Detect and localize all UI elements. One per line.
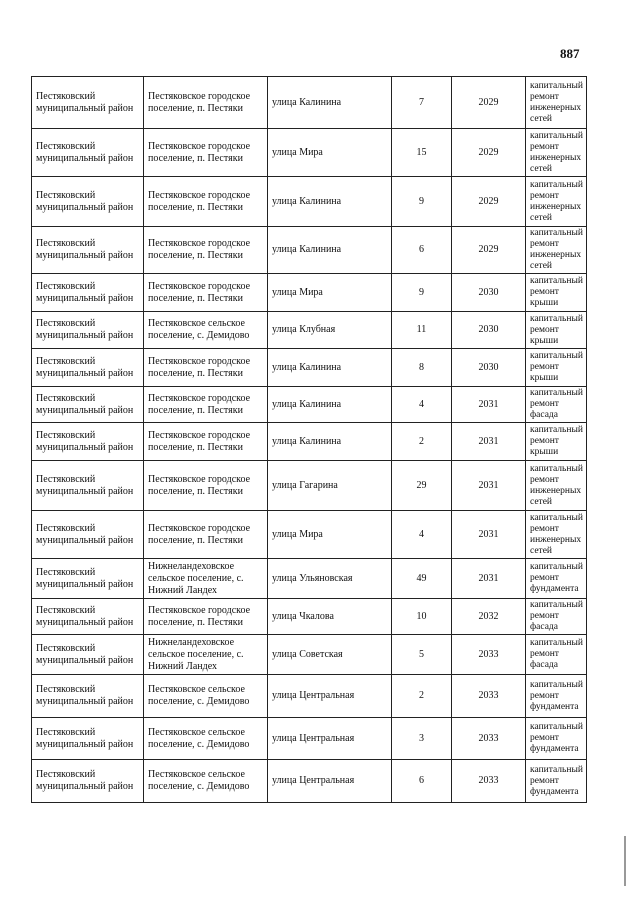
cell-work: капитальный ремонт фасада — [526, 599, 587, 635]
cell-settlement: Пестяковское городское поселение, п. Пестяки — [144, 511, 268, 559]
cell-house: 15 — [392, 129, 452, 177]
cell-work: капитальный ремонт крыши — [526, 349, 587, 387]
cell-year: 2031 — [452, 461, 526, 511]
housing-repair-table — [31, 76, 587, 803]
cell-settlement: Пестяковское городское поселение, п. Пестяки — [144, 387, 268, 423]
cell-settlement: Пестяковское городское поселение, п. Пестяки — [144, 461, 268, 511]
cell-house: 49 — [392, 559, 452, 599]
table-row — [32, 423, 587, 461]
table-row — [32, 387, 587, 423]
cell-work: капитальный ремонт фундамента — [526, 760, 587, 803]
cell-district: Пестяковский муниципальный район — [32, 77, 144, 129]
cell-house: 6 — [392, 227, 452, 274]
cell-district: Пестяковский муниципальный район — [32, 635, 144, 675]
cell-work: капитальный ремонт крыши — [526, 423, 587, 461]
cell-district: Пестяковский муниципальный район — [32, 559, 144, 599]
cell-work: капитальный ремонт крыши — [526, 312, 587, 349]
cell-district: Пестяковский муниципальный район — [32, 461, 144, 511]
cell-house: 9 — [392, 177, 452, 227]
page-number: 887 — [560, 46, 580, 61]
cell-work: капитальный ремонт крыши — [526, 274, 587, 312]
cell-street: улица Чкалова — [268, 599, 392, 635]
cell-year: 2032 — [452, 599, 526, 635]
cell-work: капитальный ремонт фасада — [526, 387, 587, 423]
cell-street: улица Калинина — [268, 349, 392, 387]
cell-settlement: Пестяковское городское поселение, п. Пестяки — [144, 274, 268, 312]
cell-house: 9 — [392, 274, 452, 312]
cell-house: 4 — [392, 511, 452, 559]
cell-year: 2031 — [452, 559, 526, 599]
cell-district: Пестяковский муниципальный район — [32, 760, 144, 803]
cell-house: 8 — [392, 349, 452, 387]
cell-work: капитальный ремонт инженерных сетей — [526, 461, 587, 511]
cell-street: улица Калинина — [268, 423, 392, 461]
cell-settlement: Пестяковское городское поселение, п. Пестяки — [144, 227, 268, 274]
cell-street: улица Центральная — [268, 675, 392, 718]
cell-year: 2031 — [452, 511, 526, 559]
table-row — [32, 77, 587, 129]
cell-house: 7 — [392, 77, 452, 129]
cell-district: Пестяковский муниципальный район — [32, 227, 144, 274]
cell-year: 2030 — [452, 349, 526, 387]
cell-street: улица Клубная — [268, 312, 392, 349]
cell-settlement: Пестяковское сельское поселение, с. Демидово — [144, 312, 268, 349]
table-row — [32, 129, 587, 177]
table-row — [32, 559, 587, 599]
table-row — [32, 349, 587, 387]
cell-district: Пестяковский муниципальный район — [32, 511, 144, 559]
table-row — [32, 461, 587, 511]
cell-work: капитальный ремонт фундамента — [526, 559, 587, 599]
cell-district: Пестяковский муниципальный район — [32, 675, 144, 718]
cell-settlement: Пестяковское городское поселение, п. Пестяки — [144, 129, 268, 177]
cell-settlement: Пестяковское городское поселение, п. Пестяки — [144, 599, 268, 635]
cell-work: капитальный ремонт инженерных сетей — [526, 227, 587, 274]
cell-street: улица Калинина — [268, 387, 392, 423]
cell-settlement: Нижнеландеховское сельское поселение, с. Нижний Ландех — [144, 635, 268, 675]
cell-street: улица Калинина — [268, 77, 392, 129]
cell-street: улица Калинина — [268, 227, 392, 274]
cell-house: 4 — [392, 387, 452, 423]
cell-street: улица Ульяновская — [268, 559, 392, 599]
cell-district: Пестяковский муниципальный район — [32, 387, 144, 423]
cell-settlement: Пестяковское городское поселение, п. Пестяки — [144, 349, 268, 387]
cell-work: капитальный ремонт инженерных сетей — [526, 511, 587, 559]
cell-work: капитальный ремонт инженерных сетей — [526, 177, 587, 227]
cell-district: Пестяковский муниципальный район — [32, 129, 144, 177]
cell-work: капитальный ремонт инженерных сетей — [526, 77, 587, 129]
cell-house: 6 — [392, 760, 452, 803]
cell-year: 2029 — [452, 129, 526, 177]
cell-settlement: Пестяковское сельское поселение, с. Демидово — [144, 675, 268, 718]
table-row — [32, 177, 587, 227]
scan-edge-mark — [624, 836, 626, 886]
cell-street: улица Мира — [268, 274, 392, 312]
table-row — [32, 599, 587, 635]
table-row — [32, 635, 587, 675]
cell-street: улица Калинина — [268, 177, 392, 227]
cell-year: 2029 — [452, 227, 526, 274]
cell-work: капитальный ремонт фасада — [526, 635, 587, 675]
cell-work: капитальный ремонт инженерных сетей — [526, 129, 587, 177]
cell-house: 11 — [392, 312, 452, 349]
cell-year: 2033 — [452, 760, 526, 803]
table-body — [32, 77, 587, 803]
cell-house: 3 — [392, 718, 452, 760]
cell-district: Пестяковский муниципальный район — [32, 718, 144, 760]
cell-house: 2 — [392, 675, 452, 718]
cell-year: 2033 — [452, 635, 526, 675]
cell-house: 2 — [392, 423, 452, 461]
cell-year: 2030 — [452, 312, 526, 349]
cell-house: 10 — [392, 599, 452, 635]
cell-street: улица Центральная — [268, 718, 392, 760]
cell-year: 2031 — [452, 387, 526, 423]
table-row — [32, 511, 587, 559]
cell-street: улица Мира — [268, 129, 392, 177]
table-row — [32, 675, 587, 718]
cell-year: 2029 — [452, 177, 526, 227]
cell-district: Пестяковский муниципальный район — [32, 177, 144, 227]
cell-district: Пестяковский муниципальный район — [32, 599, 144, 635]
table-row — [32, 718, 587, 760]
cell-settlement: Пестяковское городское поселение, п. Пестяки — [144, 77, 268, 129]
cell-house: 5 — [392, 635, 452, 675]
cell-street: улица Советская — [268, 635, 392, 675]
cell-street: улица Центральная — [268, 760, 392, 803]
table-row — [32, 760, 587, 803]
cell-house: 29 — [392, 461, 452, 511]
table-row — [32, 312, 587, 349]
cell-district: Пестяковский муниципальный район — [32, 274, 144, 312]
cell-year: 2030 — [452, 274, 526, 312]
cell-street: улица Мира — [268, 511, 392, 559]
cell-settlement: Пестяковское сельское поселение, с. Демидово — [144, 760, 268, 803]
cell-settlement: Нижнеландеховское сельское поселение, с. Нижний Ландех — [144, 559, 268, 599]
cell-street: улица Гагарина — [268, 461, 392, 511]
cell-settlement: Пестяковское сельское поселение, с. Демидово — [144, 718, 268, 760]
cell-year: 2029 — [452, 77, 526, 129]
cell-district: Пестяковский муниципальный район — [32, 349, 144, 387]
cell-district: Пестяковский муниципальный район — [32, 423, 144, 461]
cell-settlement: Пестяковское городское поселение, п. Пестяки — [144, 177, 268, 227]
cell-work: капитальный ремонт фундамента — [526, 675, 587, 718]
table-row — [32, 274, 587, 312]
cell-year: 2031 — [452, 423, 526, 461]
cell-year: 2033 — [452, 675, 526, 718]
cell-settlement: Пестяковское городское поселение, п. Пестяки — [144, 423, 268, 461]
cell-year: 2033 — [452, 718, 526, 760]
cell-work: капитальный ремонт фундамента — [526, 718, 587, 760]
table-row — [32, 227, 587, 274]
cell-district: Пестяковский муниципальный район — [32, 312, 144, 349]
